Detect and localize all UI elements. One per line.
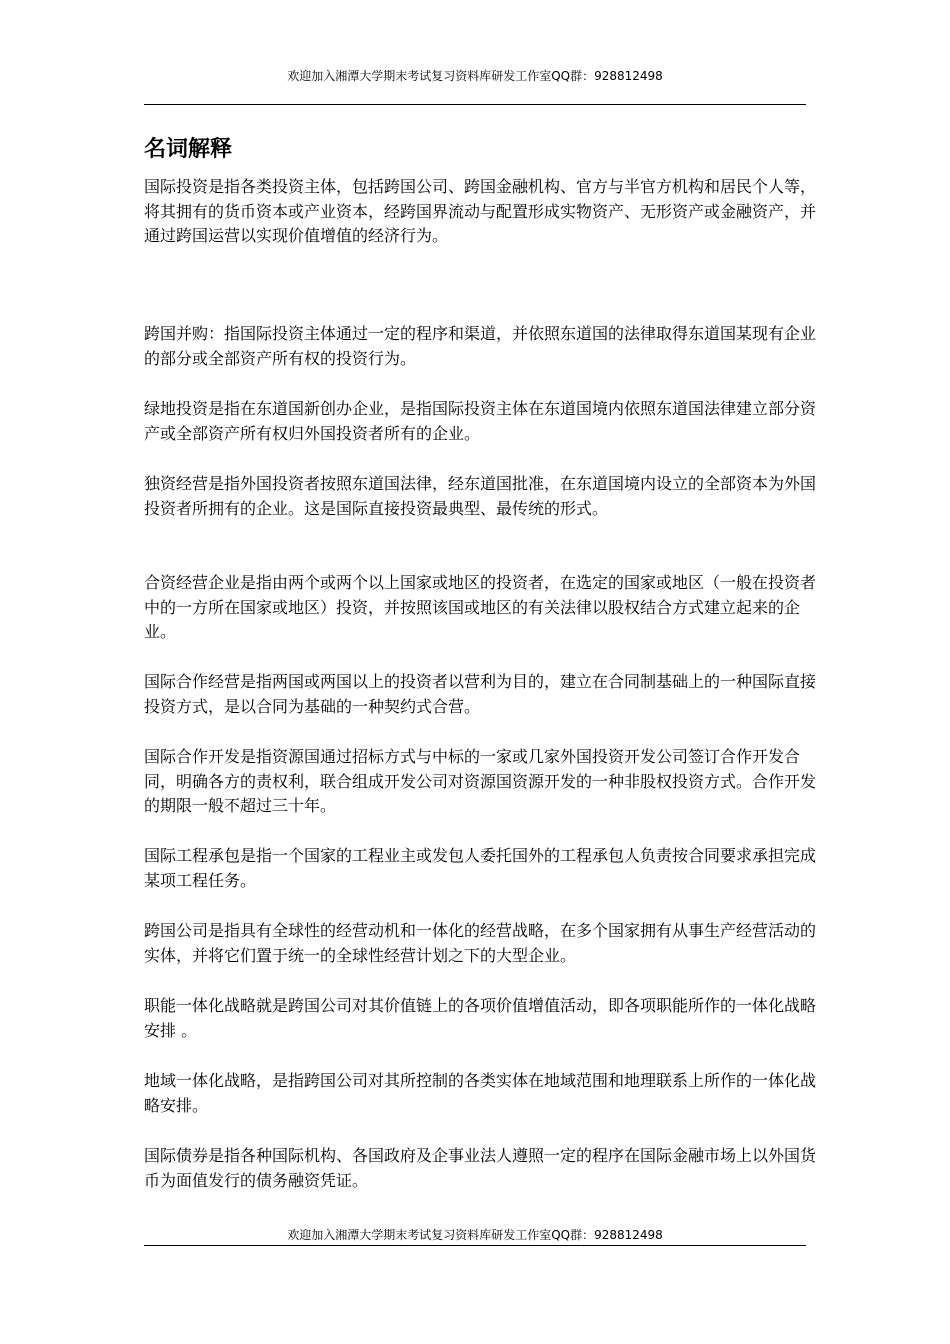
paragraph-international-investment: 国际投资是指各类投资主体，包括跨国公司、跨国金融机构、官方与半官方机构和居民个人等，将其拥有的货币资本或产业资本，经跨国界流动与配置形成实物资产、无形资产或金融资产，并通过跨国运营以实现价值增值的经济行为。 bbox=[144, 177, 817, 245]
header-divider bbox=[144, 104, 806, 105]
paragraph-cross-border-ma: 跨国并购：指国际投资主体通过一定的程序和渠道，并依照东道国的法律取得东道国某现有企业的部分或全部资产所有权的投资行为。 bbox=[144, 324, 817, 368]
paragraph-cooperative-development: 国际合作开发是指资源国通过招标方式与中标的一家或几家外国投资开发公司签订合作开发合同，明确各方的责权利，联合组成开发公司对资源国资源开发的一种非股权投资方式。合作开发的期限一般不超过三十年。 bbox=[144, 747, 817, 815]
paragraph-international-bonds: 国际债券是指各种国际机构、各国政府及企事业法人遵照一定的程序在国际金融市场上以外国货币为面值发行的债务融资凭证。 bbox=[144, 1146, 817, 1190]
paragraph-joint-venture: 合资经营企业是指由两个或两个以上国家或地区的投资者，在选定的国家或地区（一般在投资者中的一方所在国家或地区）投资，并按照该国或地区的有关法律以股权结合方式建立起来的企业。 bbox=[144, 573, 817, 641]
page-title: 名词解释 bbox=[144, 137, 233, 162]
footer-divider bbox=[144, 1245, 806, 1246]
page-footer: 欢迎加入湘潭大学期末考试复习资料库研发工作室QQ群：928812498 bbox=[287, 1228, 663, 1242]
paragraph-sole-proprietorship: 独资经营是指外国投资者按照东道国法律，经东道国批准，在东道国境内设立的全部资本为外国投资者所拥有的企业。这是国际直接投资最典型、最传统的形式。 bbox=[144, 474, 817, 518]
paragraph-engineering-contracting: 国际工程承包是指一个国家的工程业主或发包人委托国外的工程承包人负责按合同要求承担完成某项工程任务。 bbox=[144, 846, 817, 890]
paragraph-functional-integration: 职能一体化战略就是跨国公司对其价值链上的各项价值增值活动，即各项职能所作的一体化战略安排 。 bbox=[144, 996, 817, 1040]
paragraph-regional-integration: 地域一体化战略，是指跨国公司对其所控制的各类实体在地域范围和地理联系上所作的一体化战略安排。 bbox=[144, 1071, 817, 1115]
paragraph-greenfield-investment: 绿地投资是指在东道国新创办企业，是指国际投资主体在东道国境内依照东道国法律建立部分资产或全部资产所有权归外国投资者所有的企业。 bbox=[144, 399, 817, 443]
page-header: 欢迎加入湘潭大学期末考试复习资料库研发工作室QQ群：928812498 bbox=[287, 69, 663, 83]
paragraph-multinational-company: 跨国公司是指具有全球性的经营动机和一体化的经营战略，在多个国家拥有从事生产经营活动的实体，并将它们置于统一的全球性经营计划之下的大型企业。 bbox=[144, 921, 817, 965]
paragraph-cooperative-operation: 国际合作经营是指两国或两国以上的投资者以营利为目的，建立在合同制基础上的一种国际直接投资方式，是以合同为基础的一种契约式合营。 bbox=[144, 672, 817, 716]
